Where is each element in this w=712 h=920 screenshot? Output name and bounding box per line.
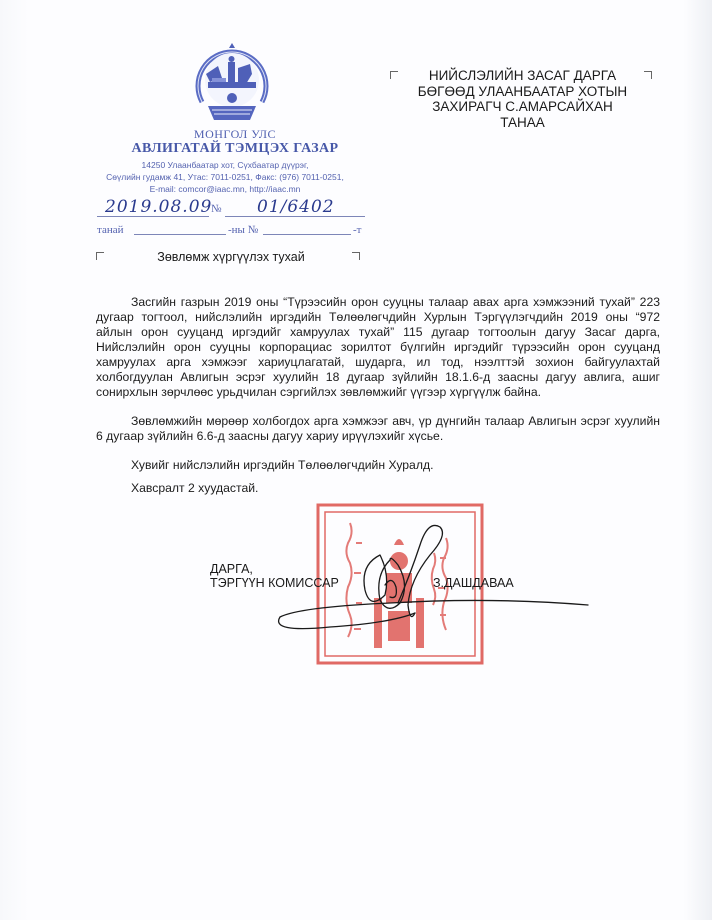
letter-date: 2019.08.09 <box>105 197 213 217</box>
your-end-label: -т <box>353 224 362 236</box>
your-number-underline <box>263 234 351 235</box>
handwritten-signature-icon <box>270 515 590 645</box>
body-paragraph: Зөвлөмжийн мөрөөр холбогдох арга хэмжээг авч, үр дүнгийн талаар Авлигын эсрэг хуулийн 6 дугаар зүйлийн 6.6-д заасны дагуу хариу ирүүлэхийг хүсье. <box>96 414 660 443</box>
attachment-line: Хавсралт 2 хуудастай. <box>131 481 259 495</box>
copy-to-line: Хувийг нийслэлийн иргэдийн Төлөөлөгчдийн Хуралд. <box>131 458 434 472</box>
body-paragraph: Засгийн газрын 2019 оны “Түрээсийн орон сууцны талаар авах арга хэмжээний тухай” 223 дугаар тогтоол, нийслэлийн иргэдийн Төлөөлөгчдийн Хурлын Тэргүүлэгчдийн 2019 оны “972 айлын орон сууцанд иргэдийг хамруулах тухай” 115 дугаар тогтоолын дагуу Засаг дарга, Нийслэлийн орон сууцны корпорациас зорилтот бүлгийн иргэдийг түрээсийн орон сууцанд хамруулах арга хэмжээг хариуцлагатай, шударга, ил тод, нээлттэй зохион байгуулахтай холбогдуулан Авлигын эсрэг хуулийн 18 дугаар зүйлийн 18.1.6-д заасны дагуу авлига, ашиг сонирхлын зөрчлөөс урьдчилан сэргийлэх зөвлөмжийг үүгээр хүргүүлж байна. <box>96 295 660 399</box>
address-line: Сөүлийн гудамж 41, Утас: 7011-0251, Факс: (976) 7011-0251, <box>106 172 344 182</box>
number-underline <box>225 216 365 217</box>
your-date-underline <box>134 234 226 235</box>
addressee-line: ЗАХИРАГЧ С.АМАРСАЙХАН <box>432 99 613 114</box>
reference-row <box>97 197 367 219</box>
your-reference-row <box>97 222 367 238</box>
letter-number: 01/6402 <box>257 197 335 217</box>
date-underline <box>97 216 209 217</box>
your-label: танай <box>97 224 124 236</box>
letter-subject: Зөвлөмж хүргүүлэх тухай <box>157 250 305 264</box>
contact-line: E-mail: comcor@iaac.mn, http://iaac.mn <box>149 184 301 194</box>
state-emblem-icon <box>188 40 276 126</box>
your-number-label: -ны № <box>228 224 259 236</box>
organization-name: АВЛИГАТАЙ ТЭМЦЭХ ГАЗАР <box>131 141 339 156</box>
address-line: 14250 Улаанбаатар хот, Сүхбаатар дүүрэг, <box>141 160 309 170</box>
addressee-line: БӨГӨӨД УЛААНБААТАР ХОТЫН <box>417 83 628 99</box>
number-label: № <box>211 203 222 215</box>
country-name: МОНГОЛ УЛС <box>193 127 277 141</box>
signatory-name: З.ДАШДАВАА <box>433 576 514 590</box>
signatory-rank: ТЭРГҮҮН КОМИССАР <box>210 576 339 590</box>
addressee-line: ТАНАА <box>500 114 545 130</box>
addressee-line: НИЙСЛЭЛИЙН ЗАСАГ ДАРГА <box>428 68 617 83</box>
addressee-block <box>395 68 650 130</box>
signatory-position: ДАРГА, <box>210 562 253 576</box>
